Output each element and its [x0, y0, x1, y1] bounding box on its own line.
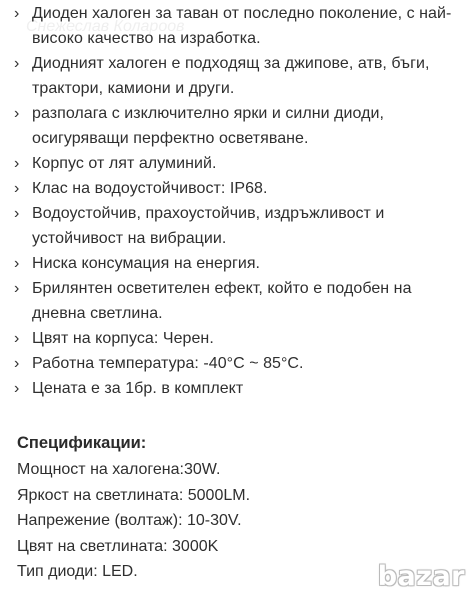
specifications-list [17, 457, 250, 585]
spec-item: Яркост на светлината: 5000LM. [17, 486, 251, 504]
spec-item: Цвят на светлината: 3000K [17, 537, 219, 555]
feature-text: Диодният халоген е подходящ за джипове, атв, бъги, трактори, камиони и други. [32, 55, 430, 97]
feature-item [14, 151, 466, 176]
specifications-heading: Спецификации: [17, 434, 147, 452]
feature-item [14, 101, 466, 151]
feature-item [14, 201, 466, 251]
bullet-chevron-icon: › [14, 380, 20, 397]
bullet-chevron-icon: › [14, 5, 20, 22]
feature-item [14, 351, 466, 376]
feature-item [14, 326, 466, 351]
background-watermark: Снежеслав Колароов [26, 18, 185, 35]
spec-item: Напрежение (волтаж): 10-30V. [17, 512, 242, 529]
feature-text: Корпус от лят алуминий. [32, 155, 217, 172]
feature-text: Брилянтен осветителен ефект, който е подобен на дневна светлина. [32, 280, 412, 322]
bullet-chevron-icon: › [14, 330, 20, 347]
feature-text: Водоустойчив, прахоустойчив, издръжливост и устойчивост на вибрации. [32, 205, 385, 247]
spec-item: Тип диоди: LED. [17, 563, 138, 580]
feature-item [14, 176, 466, 201]
bullet-chevron-icon: › [14, 180, 20, 197]
feature-text: Работна температура: -40°C ~ 85°C. [32, 355, 304, 372]
feature-item [14, 1, 466, 51]
feature-item [14, 251, 466, 276]
bazar-logo [378, 561, 465, 592]
bullet-chevron-icon: › [14, 355, 20, 372]
bullet-chevron-icon: › [14, 155, 20, 172]
feature-list [14, 1, 466, 401]
spec-item: Мощност на халогена:30W. [17, 461, 221, 478]
feature-item [14, 51, 466, 101]
bullet-chevron-icon: › [14, 255, 20, 272]
feature-text: Цвят на корпуса: Черен. [32, 330, 214, 347]
feature-text: разполага с изключително ярки и силни диоди, осигуряващи перфектно осветяване. [32, 105, 384, 147]
bullet-chevron-icon: › [14, 55, 20, 72]
bullet-chevron-icon: › [14, 105, 20, 122]
feature-item [14, 276, 466, 326]
feature-item [14, 376, 466, 401]
feature-text: Клас на водоустойчивост: IP68. [32, 180, 268, 197]
feature-text: Ниска консумация на енергия. [32, 255, 261, 272]
feature-text: Диоден халоген за таван от последно поколение, с най-високо качество на изработка. [32, 5, 452, 47]
bullet-chevron-icon: › [14, 205, 20, 222]
logo-text: bazar [377, 561, 465, 592]
feature-text: Цената е за 1бр. в комплект [32, 380, 244, 397]
bullet-chevron-icon: › [14, 280, 20, 297]
